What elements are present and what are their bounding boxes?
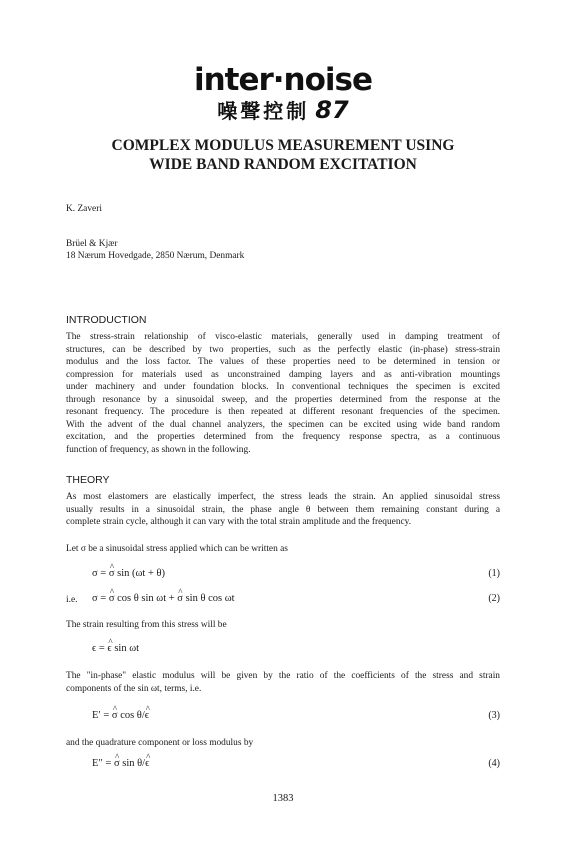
paragraph-line: The "in-phase" elastic modulus will be given by the ratio of the coefficients of the stress and strain xyxy=(66,671,500,681)
theory-let-line: Let σ be a sinusoidal stress applied which can be written as xyxy=(66,544,288,554)
theory-paragraph xyxy=(66,491,500,529)
paragraph-line: through resonance by a sinusoidal sweep, and the properties determined from the response at the xyxy=(66,394,500,405)
paragraph-line: usually results in a sinusoidal strain, the phase angle θ between them remaining constant during a xyxy=(66,504,500,515)
logo-chinese-text: 噪聲控制 xyxy=(217,99,310,123)
equation-3: E′ = ^ σ cos θ/^ ϵ xyxy=(92,709,149,723)
introduction-paragraph xyxy=(66,331,500,456)
author-name: K. Zaveri xyxy=(66,204,102,214)
paragraph-line: excitation, and the properties determined from the frequency response spectra, as a continuous xyxy=(66,432,500,442)
equation-number-1: (1) xyxy=(488,568,500,579)
paragraph-line: With the advent of the dual channel analyzers, the specimen can be excited using wide band random xyxy=(66,419,500,430)
paper-title xyxy=(0,136,566,174)
paragraph-line: function of frequency, as shown in the following. xyxy=(66,444,251,455)
conference-logo-subtitle xyxy=(0,98,566,123)
paragraph-line: modulus and the loss factor. The values of these properties need to be determined in tension or xyxy=(66,357,500,367)
paragraph-line: As most elastomers are elastically imperfect, the stress leads the strain. An applied sinusoidal stress xyxy=(66,492,500,502)
title-line-2: WIDE BAND RANDOM EXCITATION xyxy=(149,156,417,173)
paragraph-line: complete strain cycle, although it can vary with the total strain amplitude and the frequency. xyxy=(66,517,412,527)
theory-strain-line: The strain resulting from this stress will be xyxy=(66,620,227,630)
paragraph-line: resonant frequency. The procedure is then repeated at different resonant frequencies of the specimen. xyxy=(66,407,500,417)
paragraph-line: components of the sin ωt, terms, i.e. xyxy=(66,683,202,694)
equation-number-2: (2) xyxy=(488,593,500,604)
equation-2: σ = ^ σ cos θ sin ωt + ^ σ sin θ cos ωt xyxy=(92,592,235,606)
strain-equation: ϵ = ^ ϵ sin ωt xyxy=(92,642,139,656)
page-number: 1383 xyxy=(272,793,294,804)
paragraph-line: under machinery and under foundation blocks. In conventional techniques the specimen is excited xyxy=(66,382,500,392)
logo-year: 87 xyxy=(315,96,349,124)
equation-4: E″ = ^ σ sin θ/^ ϵ xyxy=(92,757,149,771)
introduction-heading: INTRODUCTION xyxy=(66,314,147,326)
equation-number-4: (4) xyxy=(488,758,500,769)
paragraph-line: The stress-strain relationship of visco-elastic materials, generally used in damping treatment of xyxy=(66,332,500,342)
paragraph-line: compression for materials used as unconstrained damping layers and as anti-vibration mountings xyxy=(66,369,500,380)
title-line-1: COMPLEX MODULUS MEASUREMENT USING xyxy=(111,137,455,154)
theory-heading: THEORY xyxy=(66,474,110,486)
inphase-paragraph xyxy=(66,670,500,695)
theory-quadrature-line: and the quadrature component or loss modulus by xyxy=(66,738,254,748)
author-affiliation: Brüel & Kjær xyxy=(66,239,118,249)
paragraph-line: structures, can be described by two properties, such as the perfectly elastic (in-phase) stress-strain xyxy=(66,344,500,355)
author-address: 18 Nærum Hovedgade, 2850 Nærum, Denmark xyxy=(66,251,245,261)
equation-ie-label: i.e. xyxy=(66,595,78,605)
equation-1: σ = ^ σ sin (ωt + θ) xyxy=(92,567,165,581)
conference-logo: inter·noise xyxy=(193,62,373,98)
equation-number-3: (3) xyxy=(488,710,500,721)
